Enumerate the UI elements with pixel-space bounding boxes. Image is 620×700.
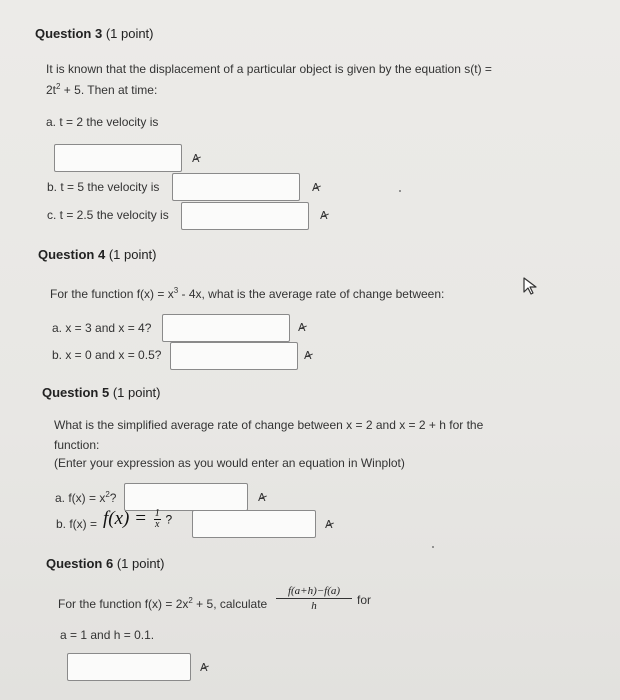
spellcheck-icon[interactable]: A (200, 661, 208, 674)
spellcheck-icon[interactable]: A (298, 321, 306, 334)
question-6-for: for (357, 593, 372, 607)
question-6-prompt: For the function $f(x) = 2x^2 + 5$, calculate (58, 596, 268, 611)
question-3-prompt-line1: It is known that the displacement of a particular object is given by the equation s(t) = (46, 62, 492, 76)
question-3a-label: a. t = 2 the velocity is (46, 115, 159, 129)
spellcheck-icon[interactable]: A (312, 181, 320, 194)
question-5b-label: b. f(x) = (56, 517, 98, 531)
speck (432, 546, 434, 548)
question-5-title: Question 5 (1 point) (42, 385, 161, 400)
question-6-values: a = 1 and h = 0.1. (60, 628, 155, 642)
question-5b-math: f(x) = $\frac{1}{x}$ ? (103, 508, 173, 531)
q5a-answer-input[interactable] (124, 483, 248, 511)
question-5-prompt-line3: (Enter your expression as you would enter an equation in Winplot) (54, 456, 405, 470)
question-4b-label: b. x = 0 and x = 0.5? (52, 348, 162, 362)
spellcheck-icon[interactable]: A (304, 349, 312, 362)
question-5-prompt-line2: function: (54, 438, 100, 452)
q3c-answer-input[interactable] (181, 202, 309, 230)
q3b-answer-input[interactable] (172, 173, 300, 201)
question-3-title: Question 3 (1 point) (35, 26, 154, 41)
difference-quotient: $\frac{f(a+h)-f(a)}{h}$ (276, 585, 352, 612)
question-3c-label: c. t = 2.5 the velocity is (47, 208, 169, 222)
q4a-answer-input[interactable] (162, 314, 290, 342)
speck (399, 190, 401, 192)
spellcheck-icon[interactable]: A (320, 209, 328, 222)
spellcheck-icon[interactable]: A (325, 518, 333, 531)
question-3-prompt-line2: $2t^2 + 5$. Then at time: (46, 82, 158, 97)
question-6-title: Question 6 (1 point) (46, 556, 165, 571)
spellcheck-icon[interactable]: A (192, 152, 200, 165)
question-4-prompt: For the function $f(x) = x^3 - 4x$, what is the average rate of change between: (50, 286, 445, 301)
q5b-answer-input[interactable] (192, 510, 316, 538)
q3a-answer-input[interactable] (54, 144, 182, 172)
question-4a-label: a. x = 3 and x = 4? (52, 321, 152, 335)
q4b-answer-input[interactable] (170, 342, 298, 370)
spellcheck-icon[interactable]: A (258, 491, 266, 504)
question-4-title: Question 4 (1 point) (38, 247, 157, 262)
question-5-prompt-line1: What is the simplified average rate of change between x = 2 and x = 2 + h for the (54, 418, 484, 432)
question-3b-label: b. t = 5 the velocity is (47, 180, 160, 194)
q6-answer-input[interactable] (67, 653, 191, 681)
mouse-cursor-icon (522, 276, 540, 296)
question-5a-label: a. $f(x) = x^2$? (55, 490, 117, 505)
